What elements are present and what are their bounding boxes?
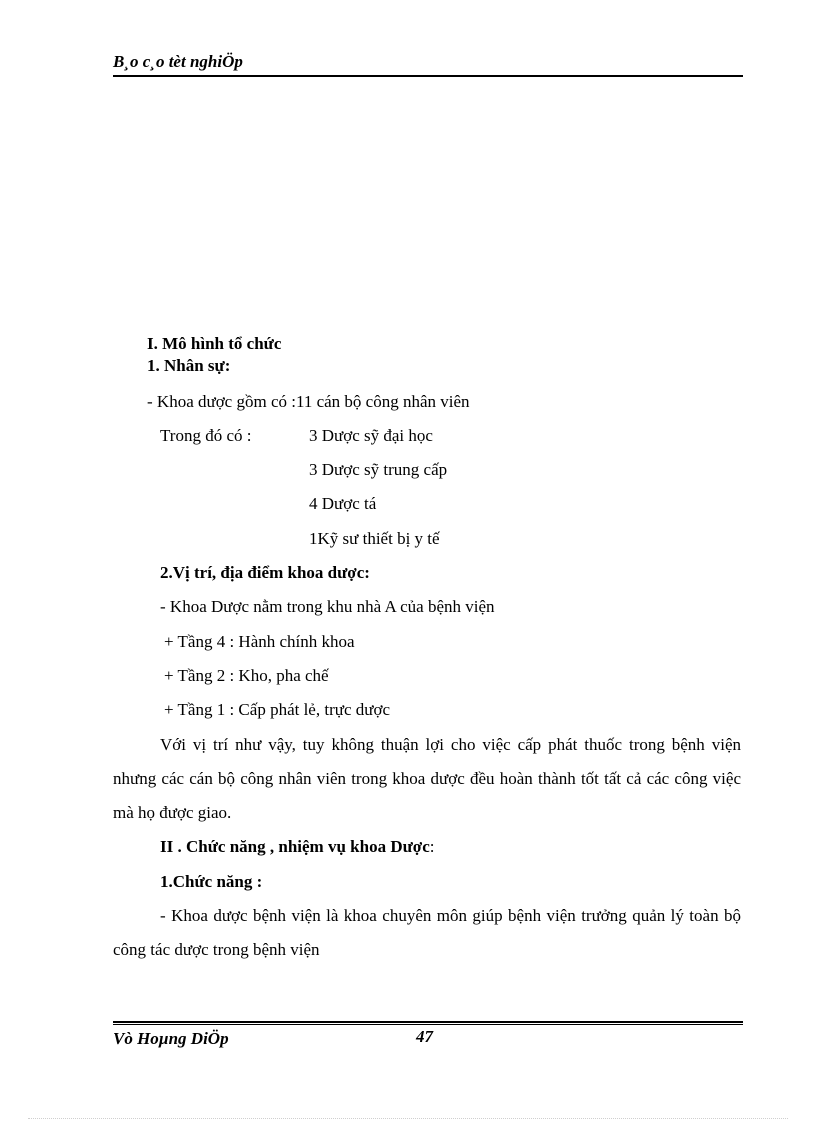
floor-item: + Tầng 4 : Hành chính khoa <box>164 632 355 651</box>
breakdown-label: Trong đó có : <box>160 426 252 445</box>
subheading-function: 1.Chức năng : <box>160 872 263 891</box>
breakdown-item: 3 Dược sỹ trung cấp <box>309 460 448 479</box>
header-rule <box>113 75 743 77</box>
breakdown-item: 3 Dược sỹ đại học <box>309 426 433 445</box>
footer-rule <box>113 1021 743 1023</box>
subheading-staff: 1. Nhân sự: <box>147 356 231 375</box>
breakdown-item: 1Kỹ sư thiết bị y tế <box>309 529 440 548</box>
staff-count-line: - Khoa dược gồm có :11 cán bộ công nhân viên <box>147 392 470 411</box>
location-line: - Khoa Dược nằm trong khu nhà A của bệnh viện <box>160 597 495 616</box>
footer-rule-thin <box>113 1024 743 1025</box>
header-title: B¸o c¸o tèt nghiÖp <box>113 52 243 71</box>
footer-author: Vò Hoµng DiÖp <box>113 1029 229 1048</box>
breakdown-item: 4 Dược tá <box>309 494 377 513</box>
body-paragraph: Với vị trí như vậy, tuy không thuận lợi cho việc cấp phát thuốc trong bệnh viện nhưng các cán bộ công nhân viên trong khoa dược đều hoàn thành tốt tất cả các công việc mà họ được giao. <box>113 735 741 822</box>
function-paragraph: - Khoa dược bệnh viện là khoa chuyên môn giúp bệnh viện trưởng quản lý toàn bộ công tác dược trong bệnh viện <box>113 906 741 959</box>
section-heading-2 <box>160 837 435 857</box>
section-heading-2-text: II . Chức năng , nhiệm vụ khoa Dược <box>160 837 430 856</box>
page-bottom-dotted-line <box>28 1118 788 1119</box>
section-heading-1: I. Mô hình tổ chức <box>147 334 282 353</box>
section-heading-2-colon: : <box>429 837 435 856</box>
floor-item: + Tầng 2 : Kho, pha chế <box>164 666 329 685</box>
floor-item: + Tầng 1 : Cấp phát lẻ, trực dược <box>164 700 390 719</box>
page-number: 47 <box>416 1027 433 1046</box>
subheading-location: 2.Vị trí, địa điểm khoa dược: <box>160 563 370 582</box>
